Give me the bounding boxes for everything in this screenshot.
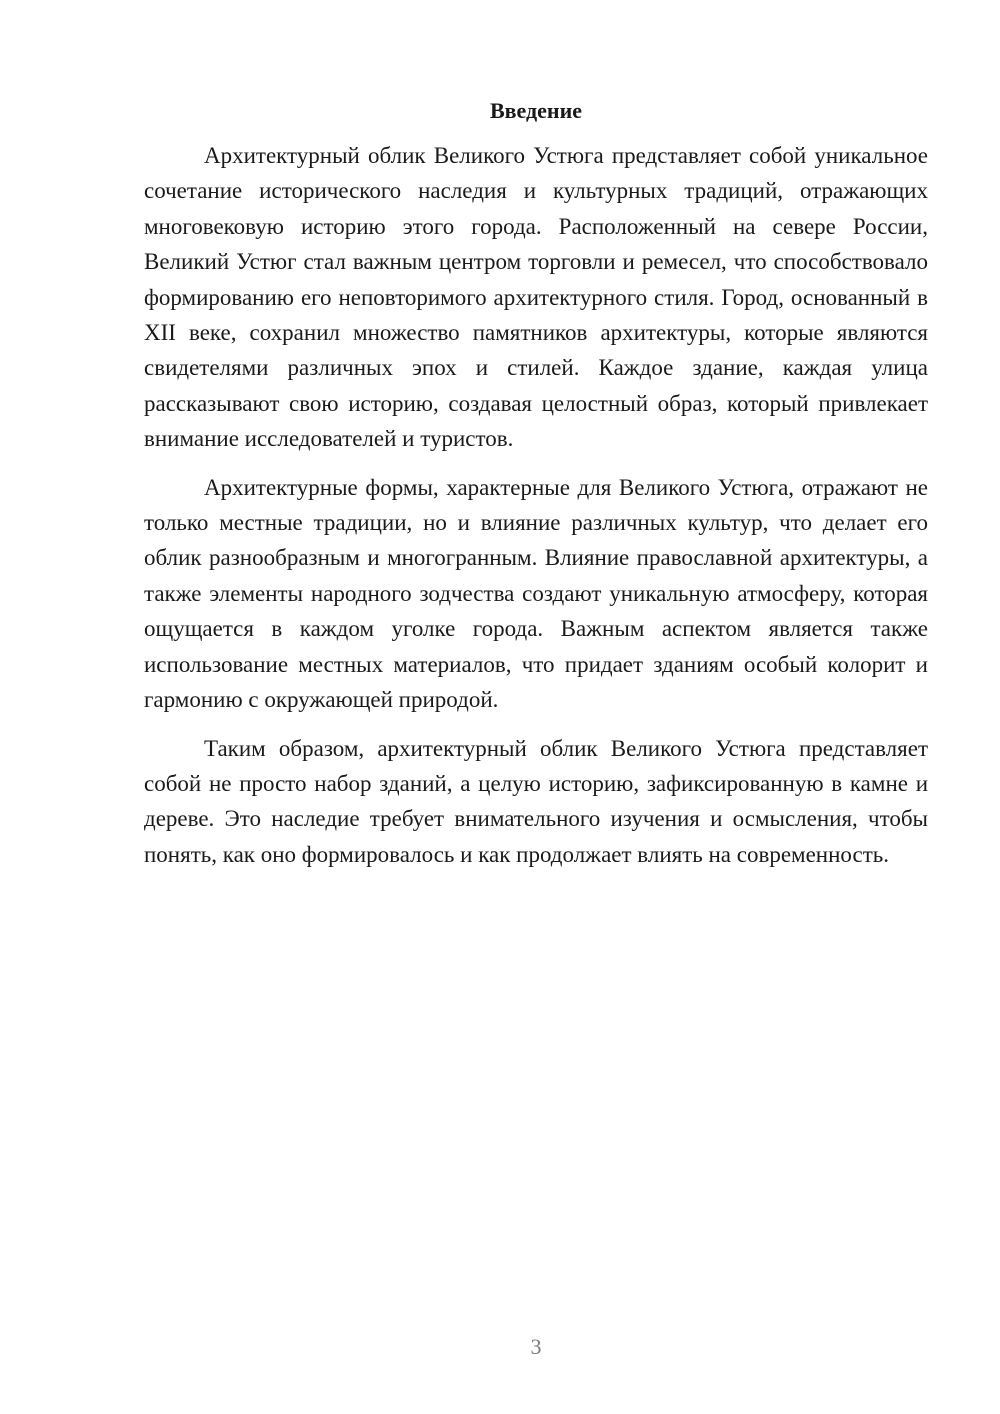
section-heading: Введение: [489, 98, 583, 123]
page-content: [144, 96, 928, 885]
paragraph-1: Архитектурный облик Великого Устюга представляет собой уникальное сочетание исторического наследия и культурных традиций, отражающих многовековую историю этого города. Расположенный на севере России, Великий Устюг стал важным центром торговли и ремесел, что способствовало формированию его неповторимого архитектурного стиля. Город, основанный в XII веке, сохранил множество памятников архитектуры, которые являются свидетелями различных эпох и стилей. Каждое здание, каждая улица рассказывают свою историю, создавая целостный образ, который привлекает внимание исследователей и туристов.: [144, 143, 928, 452]
paragraph-3: Таким образом, архитектурный облик Великого Устюга представляет собой не просто набор зданий, а целую историю, зафиксированную в камне и дереве. Это наследие требует внимательного изучения и осмысления, чтобы понять, как оно формировалось и как продолжает влиять на современность.: [144, 735, 928, 867]
paragraph-2: Архитектурные формы, характерные для Великого Устюга, отражают не только местные традиции, но и влияние различных культур, что делает его облик разнообразным и многогранным. Влияние православной архитектуры, а также элементы народного зодчества создают уникальную атмосферу, которая ощущается в каждом уголке города. Важным аспектом является также использование местных материалов, что придает зданиям особый колорит и гармонию с окружающей природой.: [144, 474, 928, 713]
page-number: 3: [530, 1334, 542, 1359]
